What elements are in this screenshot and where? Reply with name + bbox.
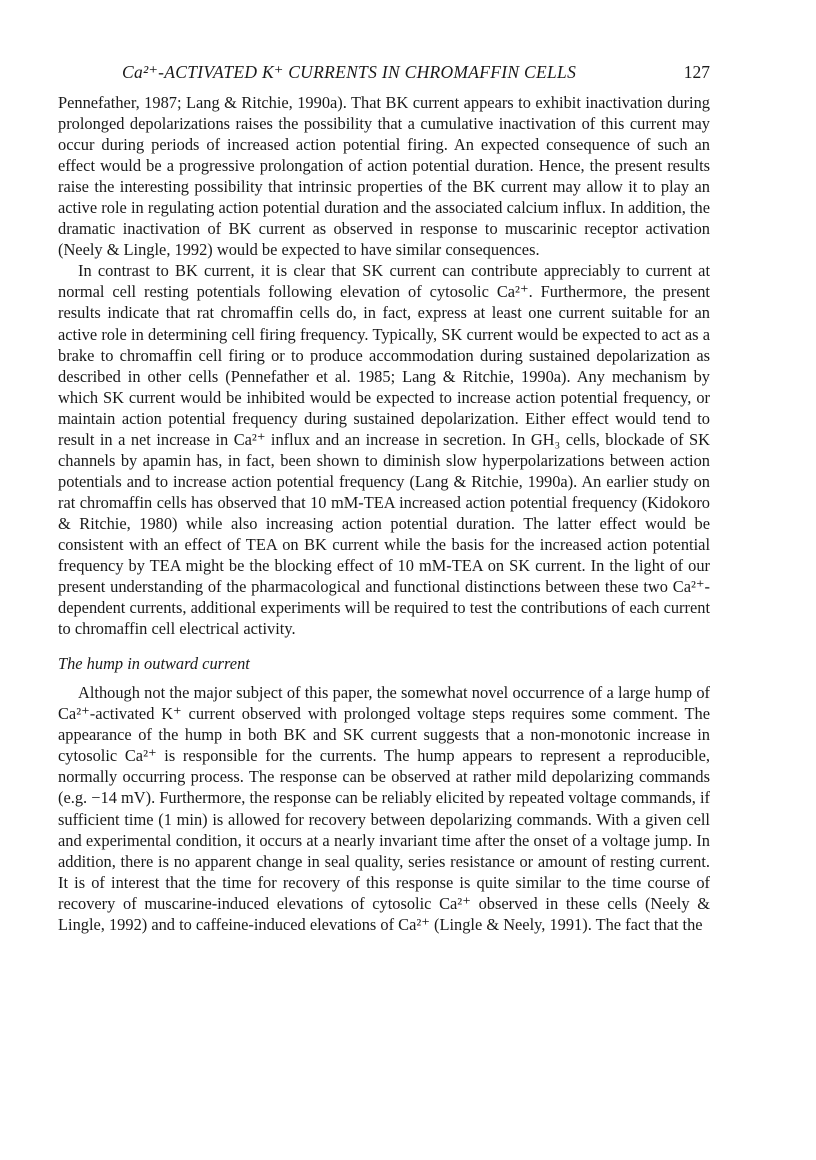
section-heading: The hump in outward current	[58, 654, 250, 674]
body-paragraph	[58, 260, 710, 639]
page-number: 127	[683, 62, 710, 82]
body-paragraph: Pennefather, 1987; Lang & Ritchie, 1990a). That BK current appears to exhibit inactivation during prolonged depolarizations raises the possibility that a cumulative inactivation of this current may occur during periods of increased action potential firing. An expected consequence of such an effect would be a progressive prolongation of action potential duration. Hence, the present results raise the interesting possibility that intrinsic properties of the BK current may allow it to play an active role in regulating action potential duration and the associated calcium influx. In addition, the dramatic inactivation of BK current as observed in response to muscarinic receptor activation (Neely & Lingle, 1992) would be expected to have similar consequences.	[58, 93, 710, 260]
article-page	[58, 62, 710, 935]
body-paragraph	[58, 682, 710, 935]
running-title: Ca²⁺-ACTIVATED K⁺ CURRENTS IN CHROMAFFIN CELLS	[122, 62, 577, 82]
paragraph-text: Although not the major subject of this paper, the somewhat novel occurrence of a large hump of Ca²⁺-activated K⁺ current observed with prolonged voltage steps requires some comment. The appearance of the hump in both BK and SK current suggests that a non-monotonic increase in cytosolic Ca²⁺ is responsible for the currents. The hump appears to represent a reproducible, normally occurring process. The response can be observed at rather mild depolarizing commands (e.g. −14 mV). Furthermore, the response can be reliably elicited by repeated voltage commands, if sufficient time (1 min) is allowed for recovery between depolarizing commands. With a given cell and experimental condition, it occurs at a nearly invariant time after the onset of a voltage jump. In addition, there is no apparent change in seal quality, series resistance or amount of resting current. It is of interest that the time for recovery of this response is quite similar to the time course of recovery of muscarine-induced elevations of cytosolic Ca²⁺ observed in these cells (Neely & Lingle, 1992) and to caffeine-induced elevations of Ca²⁺ (Lingle & Neely, 1991). The fact that the	[58, 683, 710, 934]
paragraph-text: In contrast to BK current, it is clear that SK current can contribute appreciably to current at normal cell resting potentials following elevation of cytosolic Ca²⁺. Furthermore, the present results indicate that rat chromaffin cells do, in fact, express at least one current suitable for an active role in determining cell firing frequency. Typically, SK current would be expected to act as a brake to chromaffin cell firing or to produce accommodation during sustained depolarization as described in other cells (Pennefather et al. 1985; Lang & Ritchie, 1990a). Any mechanism by which SK current would be inhibited would be expected to increase action potential frequency, or maintain action potential frequency during sustained depolarization. Either effect would tend to result in a net increase in Ca²⁺ influx and an increase in secretion. In GH₃ cells, blockade of SK channels by apamin has, in fact, been shown to diminish slow hyperpolarizations between action potentials and to increase action potential frequency (Lang & Ritchie, 1990a). An earlier study on rat chromaffin cells has observed that 10 mM-TEA increased action potential frequency (Kidokoro & Ritchie, 1980) while also increasing action potential duration. The latter effect would be consistent with an effect of TEA on BK current while the basis for the increased action potential frequency by TEA might be the blocking effect of 10 mM-TEA on SK current. In the light of our present understanding of the pharmacological and functional distinctions between these two Ca²⁺-dependent currents, additional experiments will be required to test the contributions of each current to chromaffin cell electrical activity.	[58, 261, 710, 639]
running-head	[58, 62, 710, 92]
